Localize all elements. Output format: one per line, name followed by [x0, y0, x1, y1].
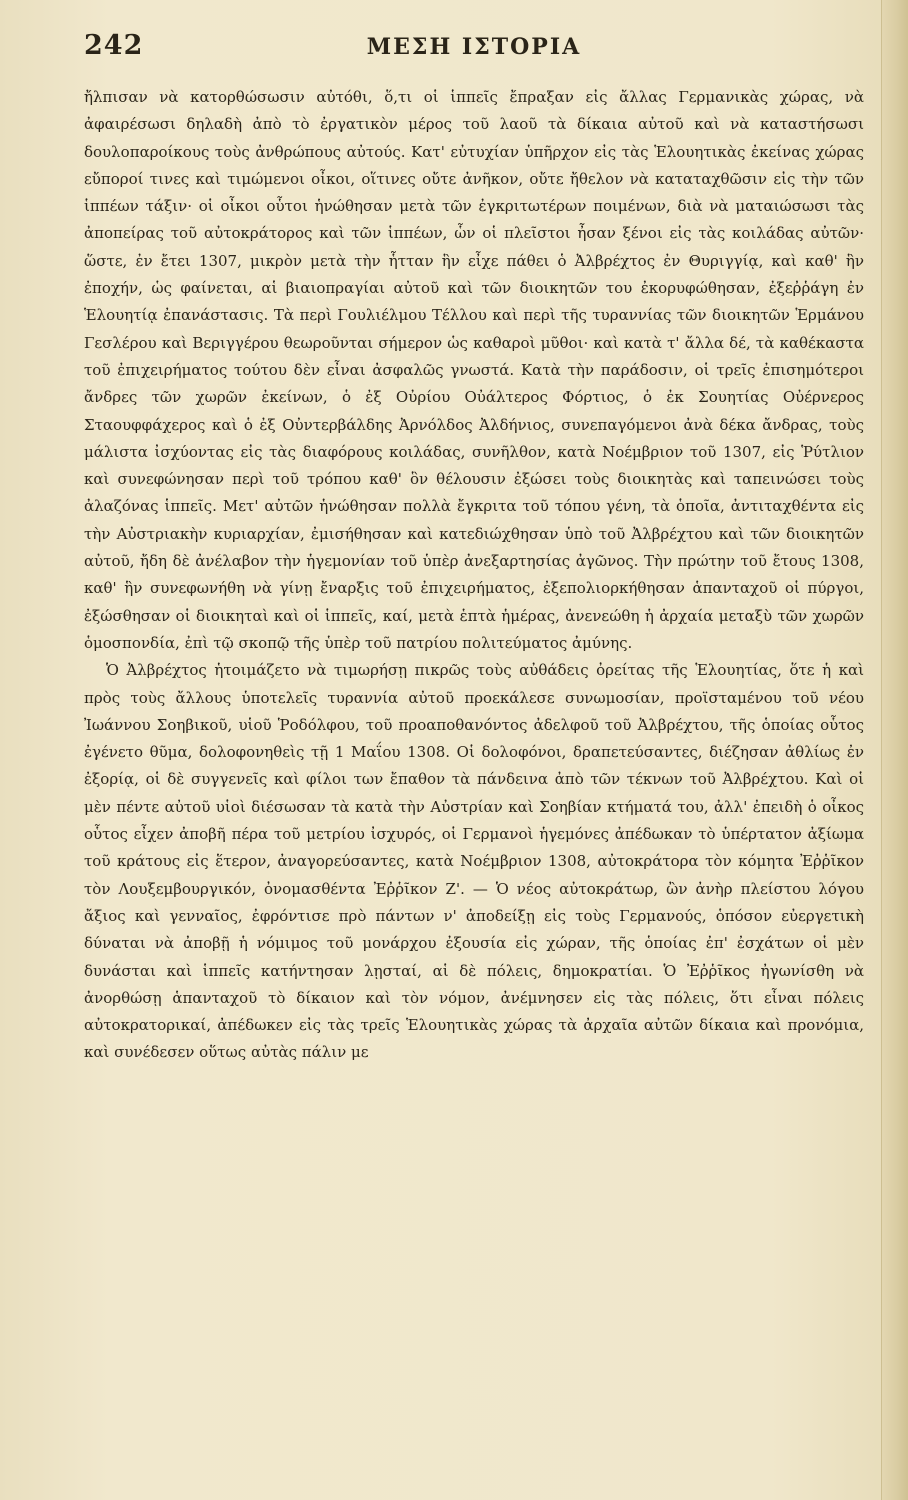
page-header — [84, 30, 864, 68]
body-text — [84, 84, 864, 1067]
paragraph-2: Ὁ Ἀλβρέχτος ἡτοιμάζετο νὰ τιμωρήσῃ πικρῶς τοὺς αὐθάδεις ὀρείτας τῆς Ἑλουητίας, ὅτε ἡ καὶ πρὸς τοὺς ἄλλους ὑποτελεῖς τυραννία αὐτοῦ προεκάλεσε συνωμοσίαν, προϊσταμένου τοῦ νέου Ἰωάννου Σοηβικοῦ, υἱοῦ Ῥοδόλφου, τοῦ προαποθανόντος ἀδελφοῦ τοῦ Ἀλβρέχτου, τῆς ὁποίας οὗτος ἐγένετο θῦμα, δολοφονηθεὶς τῇ 1 Μαΐου 1308. Οἱ δολοφόνοι, δραπετεύσαντες, διέζησαν ἀθλίως ἐν ἐξορίᾳ, οἱ δὲ συγγενεῖς καὶ φίλοι των ἔπαθον τὰ πάνδεινα ἀπὸ τῶν τέκνων τοῦ Ἀλβρέχτου. Καὶ οἱ μὲν πέντε αὐτοῦ υἱοὶ διέσωσαν τὰ κατὰ τὴν Αὐστρίαν καὶ Σοηβίαν κτήματά του, ἀλλ' ἐπειδὴ ὁ οἶκος οὗτος εἶχεν ἀποβῆ πέρα τοῦ μετρίου ἰσχυρός, οἱ Γερμανοὶ ἡγεμόνες ἀπέδωκαν τὸ ὑπέρτατον ἀξίωμα τοῦ κράτους εἰς ἕτερον, ἀναγορεύσαντες, κατὰ Νοέμβριον 1308, αὐτοκράτορα τὸν κόμητα Ἐῤῥῖκον τὸν Λουξεμβουργικόν, ὀνομασθέντα Ἐῤῥῖκον Ζ'. — Ὁ νέος αὐτοκράτωρ, ὢν ἀνὴρ πλείστου λόγου ἄξιος καὶ γενναῖος, ἐφρόντισε πρὸ πάντων ν' ἀποδείξῃ εἰς τοὺς Γερμανούς, ὁπόσον εὐεργετικὴ δύναται νὰ ἀποβῇ ἡ νόμιμος τοῦ μονάρχου ἐξουσία εἰς χώραν, τῆς ὁποίας ἐπ' ἐσχάτων οἱ μὲν δυνάσται καὶ ἱππεῖς κατήντησαν λῃσταί, αἱ δὲ πόλεις, δημοκρατίαι. Ὁ Ἐῤῥῖκος ἠγωνίσθη νὰ ἀνορθώσῃ ἁπανταχοῦ τὸ δίκαιον καὶ τὸν νόμον, ἀνέμνησεν εἰς τὰς πόλεις, ὅτι εἶναι πόλεις αὐτοκρατορικαί, ἀπέδωκεν εἰς τὰς τρεῖς Ἑλουητικὰς χώρας τὰ ἀρχαῖα αὐτῶν δίκαια καὶ προνόμια, καὶ συνέδεσεν οὕτως αὐτὰς πάλιν με — [84, 661, 864, 1062]
page-edge — [881, 0, 908, 1500]
paragraph-1: ἤλπισαν νὰ κατορθώσωσιν αὐτόθι, ὅ,τι οἱ ἱππεῖς ἔπραξαν εἰς ἄλλας Γερμανικὰς χώρας, νὰ ἀφαιρέσωσι δηλαδὴ ἀπὸ τὸ ἐργατικὸν μέρος τοῦ λαοῦ τὰ δίκαια αὐτοῦ καὶ νὰ καταστήσωσι δουλοπαροίκους τοὺς ἀνθρώπους αὐτούς. Κατ' εὐτυχίαν ὑπῆρχον εἰς τὰς Ἑλουητικὰς ἐκείνας χώρας εὔποροί τινες καὶ τιμώμενοι οἶκοι, οἵτινες οὔτε ἀνῆκον, οὔτε ἤθελον νὰ καταταχθῶσιν εἰς τὴν τῶν ἱππέων τάξιν· οἱ οἶκοι οὗτοι ἡνώθησαν μετὰ τῶν ἐγκριτωτέρων ποιμένων, διὰ νὰ ματαιώσωσι τὰς ἀποπείρας τοῦ αὐτοκράτορος καὶ τῶν ἱππέων, ὧν οἱ πλεῖστοι ἦσαν ξένοι εἰς τὰς κοιλάδας αὐτῶν· ὥστε, ἐν ἔτει 1307, μικρὸν μετὰ τὴν ἧτταν ἣν εἶχε πάθει ὁ Ἀλβρέχτος ἐν Θυριγγίᾳ, καὶ καθ' ἣν ἐποχήν, ὡς φαίνεται, αἱ βιαιοπραγίαι αὐτοῦ καὶ τῶν διοικητῶν του ἐκορυφώθησαν, ἐξεῤῥάγη ἐν Ἑλουητίᾳ ἐπανάστασις. Τὰ περὶ Γουλιέλμου Τέλλου καὶ περὶ τῆς τυραννίας τῶν διοικητῶν Ἑρμάνου Γεσλέρου καὶ Βεριγγέρου θεωροῦνται σήμερον ὡς καθαροὶ μῦθοι· καὶ κατὰ τ' ἄλλα δέ, τὰ καθέκαστα τοῦ ἐπιχειρήματος τούτου δὲν εἶναι ἀσφαλῶς γνωστά. Κατὰ τὴν παράδοσιν, οἱ τρεῖς ἐπισημότεροι ἄνδρες τῶν χωρῶν ἐκείνων, ὁ ἐξ Οὐρίου Οὐάλτερος Φόρτιος, ὁ ἐκ Σουητίας Οὐέρνερος Σταουφφάχερος καὶ ὁ ἐξ Οὐντερβάλδης Ἀρνόλδος Ἀλδήνιος, συνεπαγόμενοι ἀνὰ δέκα ἄνδρας, τοὺς μάλιστα ἰσχύοντας εἰς τὰς διαφόρους κοιλάδας, συνῆλθον, κατὰ Νοέμβριον τοῦ 1307, εἰς Ῥύτλιον καὶ συνεφώνησαν περὶ τοῦ τρόπου καθ' ὃν θέλουσιν ἐξώσει τοὺς διοικητὰς καὶ ταπεινώσει τοὺς ἀλαζόνας ἱππεῖς. Μετ' αὐτῶν ἡνώθησαν πολλὰ ἔγκριτα τοῦ τόπου γένη, τὰ ὁποῖα, ἀντιταχθέντα εἰς τὴν Αὐστριακὴν κυριαρχίαν, ἐμισήθησαν καὶ κατεδιώχθησαν ὑπὸ τοῦ Ἀλβρέχτου καὶ τῶν διοικητῶν αὐτοῦ, ἤδη δὲ ἀνέλαβον τὴν ἡγεμονίαν τοῦ ὑπὲρ ἀνεξαρτησίας ἀγῶνος. Τὴν πρώτην τοῦ ἔτους 1308, καθ' ἣν συνεφωνήθη νὰ γίνῃ ἔναρξις τοῦ ἐπιχειρήματος, ἐξεπολιορκήθησαν ἁπανταχοῦ οἱ πύργοι, ἐξώσθησαν οἱ διοικηταὶ καὶ οἱ ἱππεῖς, καί, μετὰ ἑπτὰ ἡμέρας, ἀνενεώθη ἡ ἀρχαία μεταξὺ τῶν χωρῶν ὁμοσπονδία, ἐπὶ τῷ σκοπῷ τῆς ὑπὲρ τοῦ πατρίου πολιτεύματος ἀμύνης. — [84, 88, 864, 652]
running-title: ΜΕΣΗ ΙΣΤΟΡΙΑ — [366, 34, 582, 60]
page-number: 242 — [84, 30, 144, 61]
